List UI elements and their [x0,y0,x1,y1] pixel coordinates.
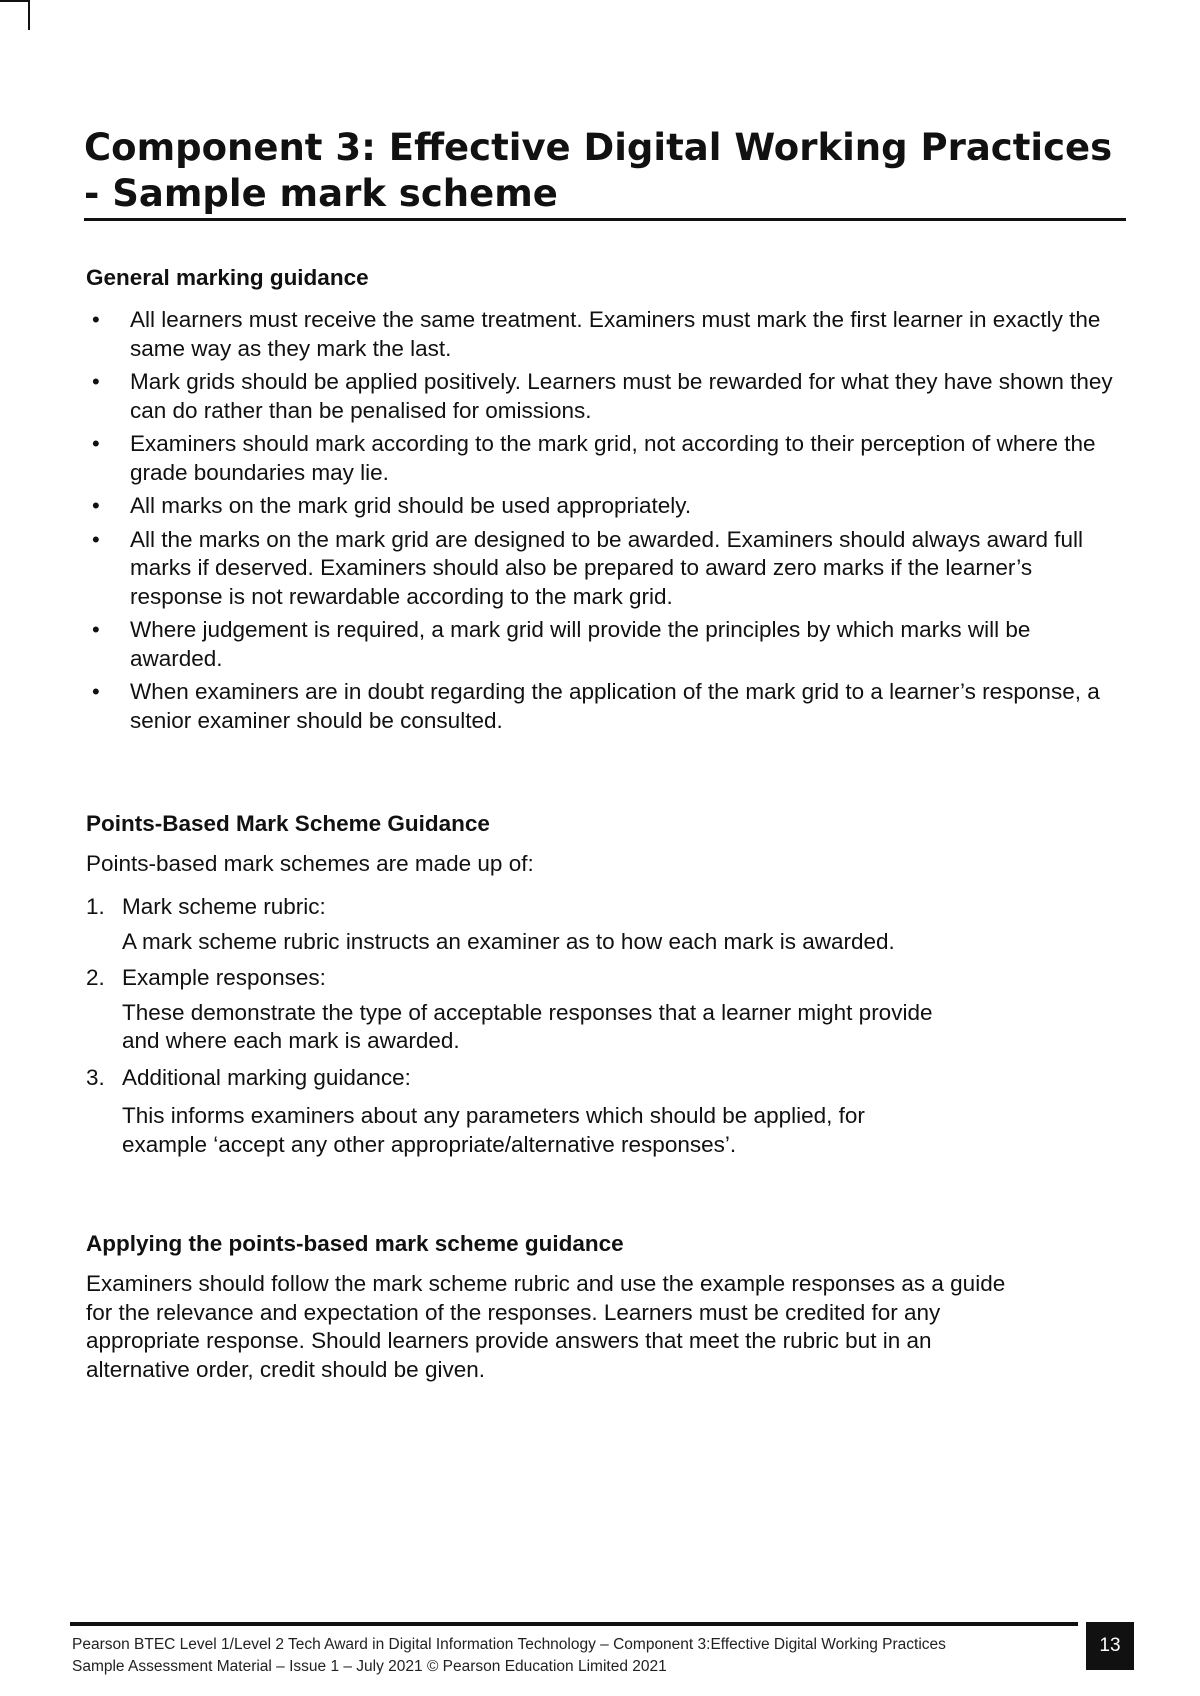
list-item: • Examiners should mark according to the mark grid, not according to their perception of where the grade boundaries may lie. [92,431,1096,485]
corner-crop-mark [0,0,30,30]
bullet-icon: • [92,493,100,518]
item-label: Additional marking guidance: [122,1064,411,1090]
general-marking-list [86,306,1126,740]
footer-rule [70,1622,1078,1626]
title-line-2: - Sample mark scheme [84,172,558,215]
item-number: 1. [86,894,105,919]
page-number: 13 [1086,1622,1134,1670]
list-item: • All marks on the mark grid should be used appropriately. [86,492,1126,521]
list-item [86,1064,1086,1160]
item-label: Example responses: [122,965,326,990]
points-based-list [86,893,1086,1167]
footer-line-2: Sample Assessment Material – Issue 1 – July 2021 © Pearson Education Limited 2021 [72,1658,667,1675]
item-label: Mark scheme rubric: [122,894,326,919]
item-description: This informs examiners about any parameters which should be applied, for example ‘accept any other appropriate/alternative responses’. [122,1103,865,1157]
general-marking-heading: General marking guidance [86,265,369,290]
footer [72,1634,1082,1678]
points-based-heading: Points-Based Mark Scheme Guidance [86,811,490,836]
bullet-icon: • [92,526,100,552]
bullet-icon: • [92,307,100,332]
list-item [86,964,1086,1056]
bullet-icon: • [92,679,100,704]
bullet-icon: • [92,617,100,642]
list-item: • All the marks on the mark grid are designed to be awarded. Examiners should always award full marks if deserved. Examiners should also be prepared to award zero marks if the learner’s response is not rewardable according to the mark grid. [92,526,1083,609]
footer-line-1: Pearson BTEC Level 1/Level 2 Tech Award in Digital Information Technology – Component 3:Effective Digital Working Practices [72,1636,946,1653]
title-line-1: Component 3: Effective Digital Working Practices [84,126,1113,169]
list-item: • When examiners are in doubt regarding the application of the mark grid to a learner’s response, a senior examiner should be consulted. [92,679,1100,733]
page-title [84,125,1124,217]
bullet-icon: • [92,369,100,394]
item-description: A mark scheme rubric instructs an examiner as to how each mark is awarded. [122,928,895,954]
bullet-icon: • [92,431,100,456]
list-item [86,893,1086,956]
list-item: • Where judgement is required, a mark grid will provide the principles by which marks will be awarded. [92,617,1031,671]
title-underline [84,218,1126,221]
applying-paragraph: Examiners should follow the mark scheme rubric and use the example responses as a guide for the relevance and expectation of the responses. Learners must be credited for any appropriate response. Should learners provide answers that meet the rubric but in an alternative order, credit should be given. [86,1271,1006,1382]
points-based-intro: Points-based mark schemes are made up of: [86,851,534,876]
list-item: • All learners must receive the same treatment. Examiners must mark the first learner in exactly the same way as they mark the last. [92,307,1101,361]
item-description: These demonstrate the type of acceptable responses that a learner might provide and where each mark is awarded. [122,999,933,1053]
item-number: 2. [86,965,105,990]
list-item: • Mark grids should be applied positively. Learners must be rewarded for what they have shown they can do rather than be penalised for omissions. [92,369,1113,423]
applying-heading: Applying the points-based mark scheme guidance [86,1231,624,1256]
item-number: 3. [86,1064,105,1090]
